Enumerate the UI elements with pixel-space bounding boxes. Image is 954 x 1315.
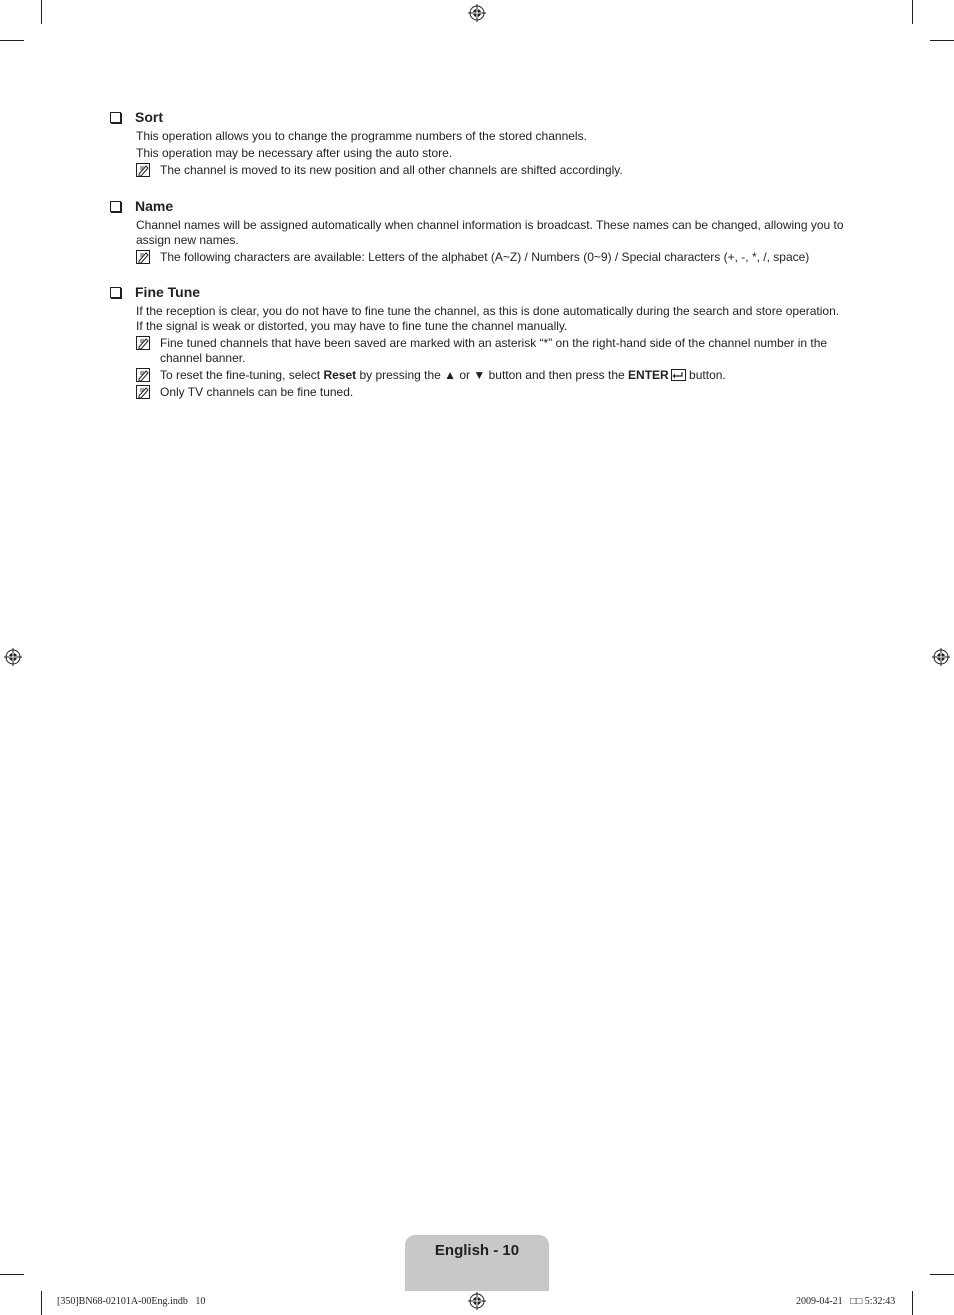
reset-label: Reset (323, 368, 357, 382)
registration-mark-icon (932, 648, 950, 666)
note-icon (136, 250, 150, 264)
section-fine-tune (110, 283, 845, 400)
section-heading (110, 108, 845, 126)
section-body (136, 129, 845, 178)
crop-mark (930, 1274, 954, 1275)
section-body (136, 304, 845, 400)
note-icon (136, 385, 150, 399)
note-text: Only TV channels can be fine tuned. (160, 385, 354, 399)
note-icon (136, 336, 150, 350)
checkbox-bullet-icon (110, 112, 121, 123)
crop-mark (41, 0, 42, 24)
heading-text: Name (135, 198, 174, 214)
registration-mark-icon (4, 648, 22, 666)
note-text-part: To reset the fine-tuning, select (160, 368, 324, 382)
note-item (136, 368, 845, 383)
paragraph: This operation may be necessary after using the auto store. (136, 146, 453, 160)
note-text-part: button. (685, 368, 726, 382)
print-slug-right: 2009-04-21 □□ 5:32:43 (796, 1296, 896, 1307)
crop-mark (41, 1291, 42, 1315)
note-item (136, 250, 845, 265)
note-text (160, 368, 845, 383)
crop-mark (912, 0, 913, 24)
enter-icon (669, 369, 686, 381)
section-heading (110, 197, 845, 215)
note-item (136, 385, 845, 400)
paragraph: This operation allows you to change the programme numbers of the stored channels. (136, 129, 587, 143)
note-icon (136, 163, 150, 177)
note-item (136, 163, 845, 178)
crop-mark (912, 1291, 913, 1315)
checkbox-bullet-icon (110, 287, 121, 298)
heading-text: Fine Tune (135, 284, 201, 300)
registration-mark-icon (468, 1292, 486, 1310)
note-text: The following characters are available: Letters of the alphabet (A~Z) / Numbers (0~9) / Special characters (+, -, *, /, space) (160, 250, 810, 264)
note-icon (136, 368, 150, 382)
section-heading (110, 283, 845, 301)
note-item (136, 336, 845, 366)
heading-text: Sort (135, 109, 163, 125)
section-body (136, 218, 845, 265)
paragraph: Channel names will be assigned automatically when channel information is broadcast. These names can be changed, allowing you to assign new names. (136, 218, 844, 247)
print-slug-left: [350]BN68-02101A-00Eng.indb 10 (57, 1296, 206, 1307)
crop-mark (0, 40, 24, 41)
paragraph: If the reception is clear, you do not have to fine tune the channel, as this is done automatically during the search and store operation. If the signal is weak or distorted, you may have to fine tune the channel manually. (136, 304, 840, 333)
note-text-part: by pressing the ▲ or ▼ button and then press the (356, 368, 629, 382)
note-text: The channel is moved to its new position and all other channels are shifted accordingly. (160, 163, 623, 177)
page-number-label: English - 10 (434, 1242, 520, 1259)
note-text: Fine tuned channels that have been saved are marked with an asterisk “*” on the right-hand side of the channel number in the channel banner. (160, 336, 828, 365)
crop-mark (930, 40, 954, 41)
section-sort (110, 108, 845, 178)
section-name (110, 197, 845, 265)
checkbox-bullet-icon (110, 201, 121, 212)
registration-mark-icon (468, 4, 486, 22)
crop-mark (0, 1274, 24, 1275)
enter-label: ENTER (628, 368, 669, 382)
